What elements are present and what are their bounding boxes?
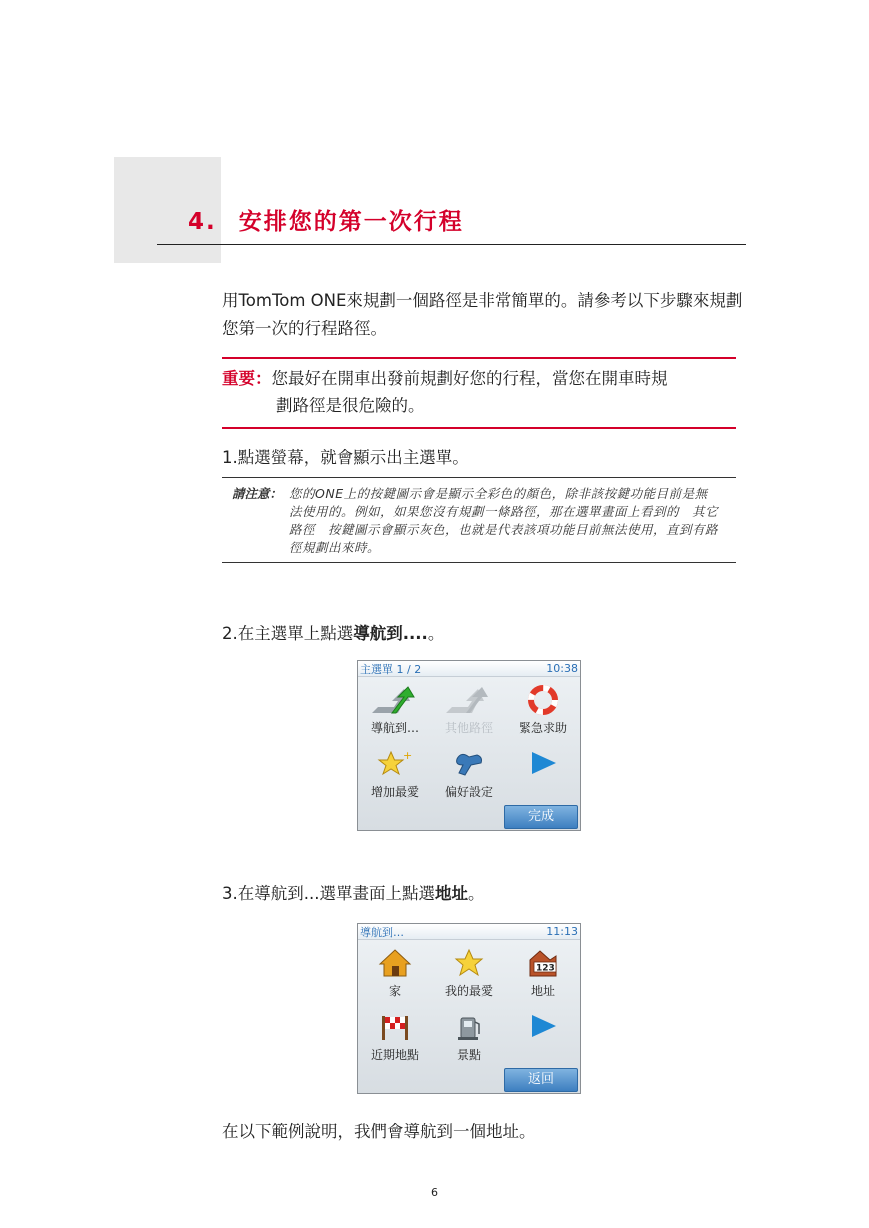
checkered-flag-icon (378, 1012, 412, 1042)
emergency-help-button[interactable] (506, 677, 580, 740)
page-number: 6 (431, 1186, 438, 1199)
step-3 (222, 880, 484, 904)
favorites-label: 我的最愛 (444, 984, 493, 998)
intro-paragraph: 用TomTom ONE來規劃一個路徑是非常簡單的。請參考以下步驟來規劃您第一次的行程路徑。 (222, 291, 743, 338)
step2-prefix: 2.在主選單上點選 (222, 624, 354, 643)
step-1: 1.點選螢幕，就會顯示出主選單。 (222, 448, 469, 467)
closing-paragraph: 在以下範例說明，我們會導航到一個地址。 (222, 1122, 536, 1141)
screen2-header (358, 924, 580, 940)
chapter-rule (157, 244, 746, 245)
screen-header (358, 661, 580, 677)
back-button[interactable]: 返回 (504, 1068, 578, 1092)
screen-time: 10:38 (546, 662, 578, 675)
lifebuoy-icon (528, 685, 558, 715)
step2-suffix: 。 (427, 624, 445, 643)
play-arrow-icon (528, 750, 558, 776)
favorites-button[interactable] (432, 940, 506, 1003)
add-favorite-label: 增加最愛 (370, 785, 419, 799)
chapter-number: 4. (188, 209, 217, 235)
step3-bold: 地址 (434, 884, 468, 903)
recent-places-label: 近期地點 (370, 1048, 419, 1062)
recent-places-button[interactable] (358, 1003, 432, 1067)
important-line1: 您最好在開車出發前規劃好您的行程，當您在開車時規 (271, 369, 668, 388)
main-menu-screen (357, 660, 581, 831)
next-page-button-2[interactable] (506, 1003, 580, 1067)
screen2-title: 導航到… (360, 925, 404, 939)
svg-text:+: + (403, 749, 413, 762)
preferences-label: 偏好設定 (444, 785, 493, 799)
poi-pump-icon (453, 1012, 485, 1042)
navigate-to-screen (357, 923, 581, 1094)
address-button[interactable] (506, 940, 580, 1003)
screen2-time: 11:13 (546, 925, 578, 938)
home-label: 家 (388, 984, 401, 998)
poi-button[interactable] (432, 1003, 506, 1067)
important-label: 重要： (222, 369, 272, 388)
navigate-arrow-icon (370, 685, 420, 715)
add-favorite-button[interactable] (358, 740, 432, 804)
home-button[interactable] (358, 940, 432, 1003)
screen-title: 主選單 1 / 2 (360, 662, 422, 676)
poi-label: 景點 (456, 1048, 481, 1062)
alternative-route-icon (444, 685, 494, 715)
address-house-icon (526, 948, 560, 978)
note-box (222, 477, 736, 563)
step2-bold: 導航到.... (353, 624, 428, 643)
done-button[interactable]: 完成 (504, 805, 578, 829)
house-number: 123 (536, 963, 555, 974)
chapter-heading (188, 203, 464, 236)
address-label: 地址 (530, 984, 555, 998)
important-line2: 劃路徑是很危險的。 (276, 396, 425, 415)
note-text: 您的ONE上的按鍵圖示會是顯示全彩色的顏色，除非該按鍵功能目前是無法使用的。例如，如果您沒有規劃一條路徑，那在選單畫面上看到的 其它路徑 按鍵圖示會顯示灰色，也就是代表該項功能目前無法使用，直到有路徑規劃出來時。 (289, 486, 719, 555)
step3-prefix: 3.在導航到...選單畫面上點選 (222, 884, 435, 903)
navigate-to-button[interactable] (358, 677, 432, 740)
navigate-to-label: 導航到… (370, 721, 419, 735)
important-box (222, 357, 736, 429)
star-plus-icon (377, 749, 413, 779)
home-icon (378, 948, 412, 978)
emergency-help-label: 緊急求助 (518, 721, 567, 735)
alternative-route-button[interactable] (432, 677, 506, 740)
alternative-route-label: 其他路徑 (444, 721, 493, 735)
note-label: 請注意： (232, 486, 283, 501)
chapter-title: 安排您的第一次行程 (238, 209, 464, 235)
star-icon (453, 948, 485, 978)
next-page-button[interactable] (506, 740, 580, 804)
preferences-button[interactable] (432, 740, 506, 804)
play-arrow-icon (528, 1013, 558, 1039)
wrench-icon (451, 749, 487, 779)
step3-suffix: 。 (467, 884, 485, 903)
step-2 (222, 620, 444, 644)
